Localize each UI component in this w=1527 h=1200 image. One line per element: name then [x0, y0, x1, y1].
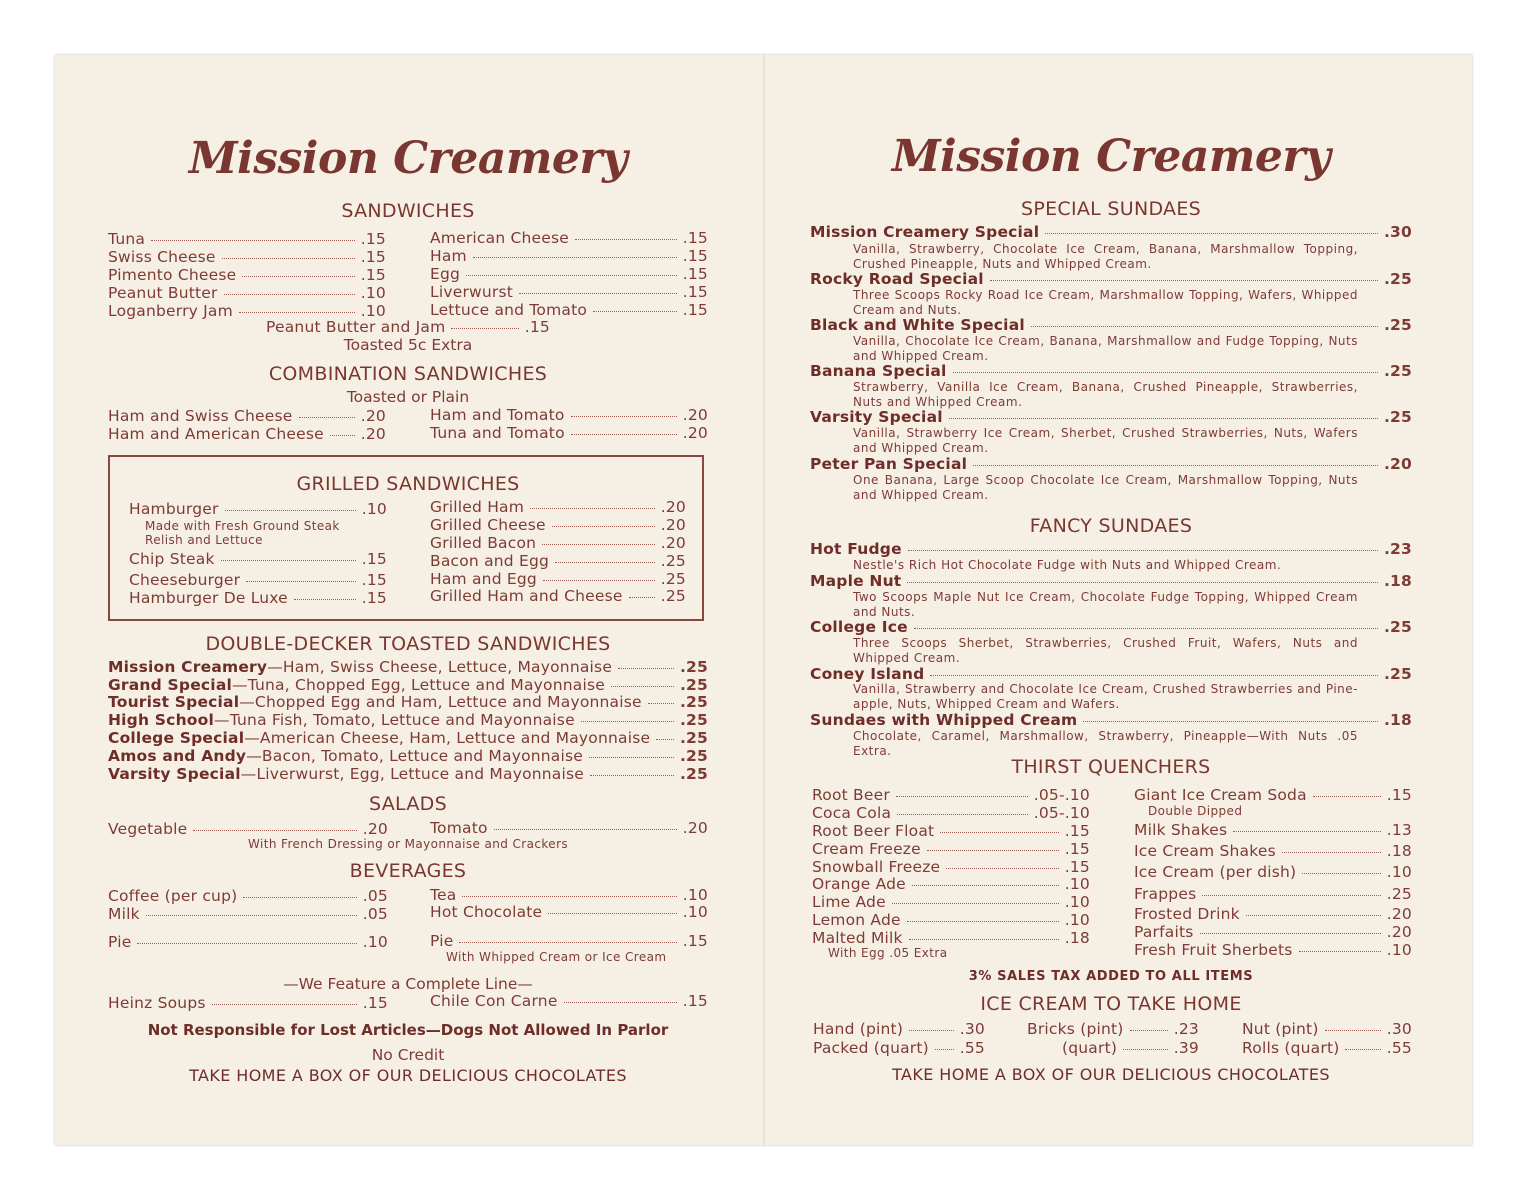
menu-item: Frappes .25 — [1134, 885, 1412, 903]
brand-title: Mission Creamery — [188, 133, 628, 184]
menu-item: High School—Tuna Fish, Tomato, Lettuce and Mayonnaise .25 — [108, 711, 708, 729]
hamburger-note: Relish and Lettuce — [145, 533, 263, 547]
menu-item: Ham and Tomato .20 — [430, 406, 708, 424]
menu-item: Snowball Freeze .15 — [812, 858, 1090, 876]
menu-item: College Special—American Cheese, Ham, Lettuce and Mayonnaise .25 — [108, 729, 708, 747]
no-credit: No Credit — [371, 1046, 445, 1064]
menu-item: Peter Pan Special .20 — [810, 455, 1412, 473]
menu-item: Rocky Road Special .25 — [810, 270, 1412, 288]
tax-note: 3% SALES TAX ADDED TO ALL ITEMS — [968, 969, 1254, 984]
menu-item: Lettuce and Tomato .15 — [430, 301, 708, 319]
menu-item: Swiss Cheese .15 — [108, 248, 386, 266]
item-description: Vanilla, Strawberry and Chocolate Ice Cream, Crushed Strawberries and Pine-apple, Nuts, Whipped Cream and Wafers. — [853, 682, 1358, 711]
menu-item: Milk .05 — [108, 905, 388, 923]
menu-item: College Ice .25 — [810, 618, 1412, 636]
combination-heading: COMBINATION SANDWICHES — [268, 363, 548, 385]
menu-item: Coney Island .25 — [810, 665, 1412, 683]
menu-item: Chip Steak .15 — [129, 550, 387, 568]
menu-item: Nut (pint) .30 — [1242, 1020, 1412, 1038]
double-decker-heading: DOUBLE-DECKER TOASTED SANDWICHES — [205, 633, 611, 655]
menu-item: Hamburger .10 — [129, 500, 387, 518]
item-description: Vanilla, Strawberry, Chocolate Ice Cream, Banana, Marshmallow Topping, Crushed Pineapple, Nuts and Whipped Cream. — [853, 242, 1358, 271]
menu-item: Malted Milk .18 — [812, 929, 1090, 947]
item-description: One Banana, Large Scoop Chocolate Ice Cream, Marshmallow Topping, Nuts and Whipped Cream. — [853, 473, 1358, 502]
menu-item: Root Beer Float .15 — [812, 822, 1090, 840]
menu-item: Sundaes with Whipped Cream .18 — [810, 711, 1412, 729]
menu-item: Maple Nut .18 — [810, 572, 1412, 590]
menu-item: Hot Chocolate .10 — [430, 903, 708, 921]
salad-note: With French Dressing or Mayonnaise and Crackers — [248, 837, 569, 851]
menu-item: Packed (quart) .55 — [813, 1039, 985, 1057]
menu-item: Pie .10 — [108, 933, 388, 951]
item-description: Three Scoops Sherbet, Strawberries, Crushed Fruit, Wafers, Nuts and Whipped Cream. — [853, 636, 1358, 665]
menu-item: Black and White Special .25 — [810, 316, 1412, 334]
combination-subheading: Toasted or Plain — [346, 388, 470, 406]
menu-item: Ham and Egg .25 — [430, 570, 686, 588]
menu-item: Root Beer .05-.10 — [812, 786, 1090, 804]
menu-item: Grilled Ham .20 — [430, 498, 686, 516]
beverages-heading: BEVERAGES — [349, 860, 467, 882]
menu-item: Milk Shakes .13 — [1134, 821, 1412, 839]
menu-item: Mission Creamery—Ham, Swiss Cheese, Lettuce, Mayonnaise .25 — [108, 658, 708, 676]
menu-item: Rolls (quart) .55 — [1242, 1039, 1412, 1057]
menu-item: American Cheese .15 — [430, 229, 708, 247]
menu-item: Bricks (pint) .23 — [1027, 1020, 1199, 1038]
menu-item: Orange Ade .10 — [812, 875, 1090, 893]
menu-item: Tuna and Tomato .20 — [430, 424, 708, 442]
item-description: Three Scoops Rocky Road Ice Cream, Marshmallow Topping, Wafers, Whipped Cream and Nuts. — [853, 288, 1358, 317]
menu-item: Loganberry Jam .10 — [108, 302, 386, 320]
menu-item: Hamburger De Luxe .15 — [129, 589, 387, 607]
menu-item: Heinz Soups .15 — [108, 994, 388, 1012]
soda-note: Double Dipped — [1148, 804, 1243, 818]
menu-item: (quart) .39 — [1062, 1039, 1199, 1057]
complete-line: —We Feature a Complete Line— — [283, 975, 533, 993]
menu-item: Tea .10 — [430, 886, 708, 904]
malted-note: With Egg .05 Extra — [828, 946, 948, 960]
item-description: Strawberry, Vanilla Ice Cream, Banana, Crushed Pineapple, Strawberries, Nuts and Whipped Cream. — [853, 380, 1358, 409]
special-sundaes-heading: SPECIAL SUNDAES — [1020, 198, 1202, 220]
menu-item: Pimento Cheese .15 — [108, 266, 386, 284]
menu-item: Hot Fudge .23 — [810, 540, 1412, 558]
menu-item: Ice Cream (per dish) .10 — [1134, 863, 1412, 881]
menu-item: Varsity Special—Liverwurst, Egg, Lettuce and Mayonnaise .25 — [108, 765, 708, 783]
menu-item: Coca Cola .05-.10 — [812, 804, 1090, 822]
menu-item: Giant Ice Cream Soda .15 — [1134, 786, 1412, 804]
menu-item: Ice Cream Shakes .18 — [1134, 842, 1412, 860]
menu-item: Banana Special .25 — [810, 362, 1412, 380]
menu-item: Lime Ade .10 — [812, 893, 1090, 911]
pie-note: With Whipped Cream or Ice Cream — [446, 950, 667, 964]
menu-item: Grilled Bacon .20 — [430, 534, 686, 552]
take-home-heading: ICE CREAM TO TAKE HOME — [980, 993, 1242, 1015]
grilled-heading: GRILLED SANDWICHES — [296, 473, 520, 495]
menu-item: Grand Special—Tuna, Chopped Egg, Lettuce and Mayonnaise .25 — [108, 676, 708, 694]
menu-item: Hand (pint) .30 — [813, 1020, 985, 1038]
sandwiches-heading: SANDWICHES — [341, 200, 475, 222]
menu-item: Vegetable .20 — [108, 820, 388, 838]
menu-item: Pie .15 — [430, 932, 708, 950]
menu-item: Mission Creamery Special .30 — [810, 223, 1412, 241]
menu-item: Amos and Andy—Bacon, Tomato, Lettuce and Mayonnaise .25 — [108, 747, 708, 765]
menu-item: Ham and Swiss Cheese .20 — [108, 407, 386, 425]
menu-item: Tourist Special—Chopped Egg and Ham, Lettuce and Mayonnaise .25 — [108, 693, 708, 711]
menu-item: Cheeseburger .15 — [129, 571, 387, 589]
menu-item: Bacon and Egg .25 — [430, 552, 686, 570]
menu-item: Grilled Ham and Cheese .25 — [430, 587, 686, 605]
menu-item: Chile Con Carne .15 — [430, 992, 708, 1010]
menu-item: Grilled Cheese .20 — [430, 516, 686, 534]
item-description: Vanilla, Chocolate Ice Cream, Banana, Marshmallow and Fudge Topping, Nuts and Whipped Cream. — [853, 334, 1358, 363]
menu-item: Lemon Ade .10 — [812, 911, 1090, 929]
menu-item: Egg .15 — [430, 265, 708, 283]
menu-item: Tuna .15 — [108, 230, 386, 248]
hamburger-note: Made with Fresh Ground Steak — [145, 519, 340, 533]
menu-item: Fresh Fruit Sherbets .10 — [1134, 941, 1412, 959]
footer-chocolates: TAKE HOME A BOX OF OUR DELICIOUS CHOCOLATES — [189, 1066, 627, 1085]
menu-item: Coffee (per cup) .05 — [108, 887, 388, 905]
item-description: Nestle's Rich Hot Chocolate Fudge with Nuts and Whipped Cream. — [853, 558, 1282, 572]
notice: Not Responsible for Lost Articles—Dogs Not Allowed In Parlor — [147, 1021, 669, 1039]
salads-heading: SALADS — [369, 793, 447, 815]
menu-item: Cream Freeze .15 — [812, 840, 1090, 858]
menu-item: Frosted Drink .20 — [1134, 905, 1412, 923]
menu-item: Parfaits .20 — [1134, 923, 1412, 941]
fancy-sundaes-heading: FANCY SUNDAES — [1029, 515, 1193, 537]
item-description: Vanilla, Strawberry Ice Cream, Sherbet, Crushed Strawberries, Nuts, Wafers and Whipped Cream. — [853, 426, 1358, 455]
menu-item: Ham .15 — [430, 247, 708, 265]
footer-chocolates: TAKE HOME A BOX OF OUR DELICIOUS CHOCOLATES — [892, 1065, 1330, 1084]
menu-item: Peanut Butter .10 — [108, 284, 386, 302]
item-description: Chocolate, Caramel, Marshmallow, Strawberry, Pineapple—With Nuts .05 Extra. — [853, 729, 1358, 758]
thirst-heading: THIRST QUENCHERS — [1011, 756, 1211, 778]
menu-item: Liverwurst .15 — [430, 283, 708, 301]
menu-item: Tomato .20 — [430, 819, 708, 837]
toasted-note: Toasted 5c Extra — [343, 336, 473, 354]
item-description: Two Scoops Maple Nut Ice Cream, Chocolate Fudge Topping, Whipped Cream and Nuts. — [853, 590, 1358, 619]
center-fold — [763, 55, 765, 1145]
menu-item: Peanut Butter and Jam .15 — [266, 318, 550, 336]
menu-item: Varsity Special .25 — [810, 408, 1412, 426]
brand-title: Mission Creamery — [891, 131, 1331, 182]
menu-item: Ham and American Cheese .20 — [108, 425, 386, 443]
